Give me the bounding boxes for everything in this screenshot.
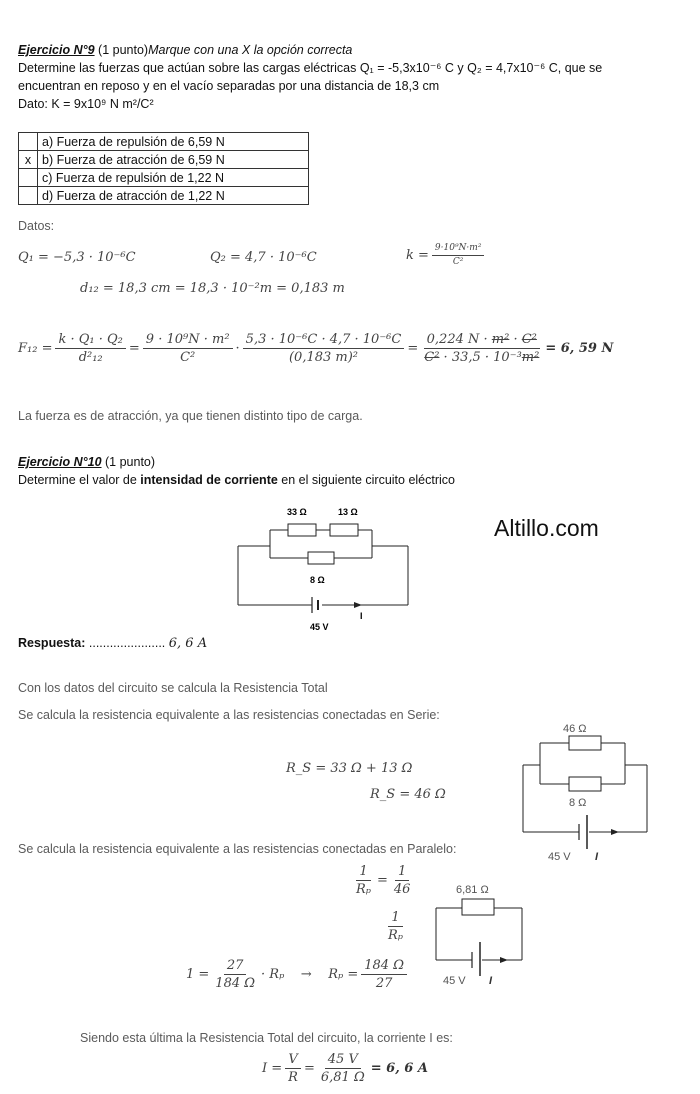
rp-frac2-den: 46 [393,882,411,897]
f-frac1-den: d²₁₂ [78,350,103,365]
option-row-b[interactable] [19,151,309,169]
rp-frac1-num: 1 [356,864,370,881]
i-frac2-num: 45 V [325,1052,361,1069]
ex9-points: (1 punto) [98,43,149,57]
option-row-c[interactable] [19,169,309,187]
circuit-diagram-2 [515,720,660,868]
rp-line1 [350,864,411,897]
label-r-bottom: 8 Ω [569,797,587,809]
rp-eq: = [377,873,388,888]
rp-line2 [382,910,408,943]
label-voltage-2: 45 V [548,851,571,863]
k-denominator: C² [452,257,464,267]
current-arrow-icon [354,602,362,608]
rs-line1: R_S = 33 Ω + 13 Ω [286,761,413,776]
ex9-heading [18,41,352,59]
k-fraction [432,243,485,268]
i-frac2-den: 6,81 Ω [320,1070,365,1085]
ex10-answer [18,634,207,653]
ex10-statement [18,471,455,489]
ex10-heading [18,453,155,471]
ex9-options-table [18,132,309,205]
i-frac1-num: V [285,1052,300,1069]
statement-post: en el siguiente circuito eléctrico [277,473,455,487]
ex10-step1: Con los datos del circuito se calcula la Resistencia Total [18,681,328,695]
ex9-statement-line2: encuentran en reposo y en el vacío separadas por una distancia de 18,3 cm [18,79,440,93]
rp3-lhs: 1 = [186,967,210,982]
f-frac4 [421,332,542,365]
option-mark[interactable] [19,133,38,151]
i-result: = 6, 6 A [370,1061,428,1076]
statement-bold: intensidad de corriente [140,473,278,487]
option-mark[interactable] [19,187,38,205]
ex9-k [406,243,487,268]
rs-line2: R_S = 46 Ω [370,787,446,802]
option-text: c) Fuerza de repulsión de 1,22 N [38,169,309,187]
option-row-d[interactable] [19,187,309,205]
f-lhs: F₁₂ = [18,341,53,356]
ex9-q2: Q₂ = 4,7 · 10⁻⁶C [210,250,317,265]
rp3-frac1-den: 184 Ω [215,976,256,991]
rp3-frac1-num: 27 [224,958,247,975]
ex9-force-equation: F₁₂ = $\frac{\text{k · Q₁ · Q₂}}{\text{d²₁₂}}$ = $\frac{\text{9 · 10⁹N · m²}}{\text{C²}}$ · $\frac{\text{5,3 · 10⁻⁶C · 4,7 · 10⁻⁶C}}{\text{(0,183 m)²}}$ = $\frac{\text{0,224 N · m² · C²}}{\text{C² · 33,5 · 10⁻³m²}}$ = 6, 59 N [18,332,614,365]
watermark-logo: Altillo.com [494,515,599,541]
current-arrow-icon-3 [500,957,508,963]
i-frac1 [285,1052,301,1085]
f-frac4-num [424,332,540,349]
f-frac2 [143,332,233,365]
rp3-frac2-num: 184 Ω [361,958,407,975]
rp-frac3-num: 1 [388,910,402,927]
rp-frac2 [391,864,414,897]
f-frac3 [243,332,405,365]
option-row-a[interactable] [19,133,309,151]
ex10-points: (1 punto) [105,455,156,469]
k-lhs: k = [406,248,429,263]
option-mark[interactable] [19,169,38,187]
f4-num-c: · [509,332,522,347]
f4-num-b: m² [491,332,510,347]
answer-value: 6, 6 A [168,636,208,651]
ex9-d12: d₁₂ = 18,3 cm = 18,3 · 10⁻²m = 0,183 m [80,281,345,296]
f-frac3-num: 5,3 · 10⁻⁶C · 4,7 · 10⁻⁶C [243,332,405,349]
label-r3: 8 Ω [310,575,325,585]
rp3-frac1 [212,958,258,991]
ex9-instruction: Marque con una X la opción correcta [148,43,353,57]
ex9-datos-label: Datos: [18,219,55,233]
i-lhs: I = [262,1061,283,1076]
f-frac3-den: (0,183 m)² [288,350,359,365]
f4-num-d: C² [521,332,537,347]
ex9-dato: Dato: K = 9x10⁹ N m²/C² [18,97,154,111]
ex10-title: Ejercicio N°10 [18,455,102,469]
circuit-diagram-1 [230,500,420,640]
rp-frac1 [353,864,374,897]
f4-den-a: C² [424,350,440,365]
ex10-step4: Siendo esta última la Resistencia Total del circuito, la corriente I es: [80,1031,453,1045]
current-arrow-icon-2 [611,829,619,835]
answer-dots: ...................... [88,636,166,650]
rp-frac3 [385,910,406,943]
label-r1: 33 Ω [287,507,307,517]
ex9-q1: Q₁ = −5,3 · 10⁻⁶C [18,250,136,265]
rp3-frac2-den: 27 [375,976,393,991]
resistor-8-icon [308,552,334,564]
f-frac4-den [421,349,542,365]
rp3-frac2 [361,958,407,991]
k-numerator: 9·10⁹N·m² [432,243,485,256]
option-text: b) Fuerza de atracción de 6,59 N [38,151,309,169]
f-frac1-num: k · Q₁ · Q₂ [55,332,125,349]
label-current-3: I [489,975,493,987]
ex9-statement-line1: Determine las fuerzas que actúan sobre las cargas eléctricas Q₁ = -5,3x10⁻⁶ C y Q₂ = 4,7x10⁻⁶ C, que se [18,61,603,75]
ex10-step2: Se calcula la resistencia equivalente a las resistencias conectadas en Serie: [18,708,440,722]
option-text: d) Fuerza de atracción de 1,22 N [38,187,309,205]
rp-frac2-num: 1 [395,864,409,881]
label-voltage: 45 V [310,622,329,632]
f-frac2-num: 9 · 10⁹N · m² [143,332,233,349]
rp3-mid: · Rₚ → Rₚ = [261,967,359,982]
rp-line3 [186,958,410,991]
label-r-total: 6,81 Ω [456,884,489,896]
resistor-8b-icon [569,777,601,791]
f4-den-c: m² [521,350,540,365]
label-voltage-3: 45 V [443,975,466,987]
f-frac2-den: C² [180,350,196,365]
option-text: a) Fuerza de repulsión de 6,59 N [38,133,309,151]
statement-pre: Determine el valor de [18,473,141,487]
label-r-top: 46 Ω [563,723,587,735]
resistor-33-icon [288,524,316,536]
resistor-13-icon [330,524,358,536]
ex9-title: Ejercicio N°9 [18,43,95,57]
f4-den-b: · 33,5 · 10⁻³ [439,350,522,365]
ex9-conclusion: La fuerza es de atracción, ya que tienen distinto tipo de carga. [18,409,363,423]
label-current: I [360,611,363,621]
rp-frac1-den: Rₚ [356,882,371,897]
f-frac1 [55,332,125,365]
resistor-681-icon [462,899,494,915]
resistor-46-icon [569,736,601,750]
circuit-diagram-3 [428,878,540,990]
label-r2: 13 Ω [338,507,358,517]
f4-num-a: 0,224 N · [426,332,492,347]
f-result: = 6, 59 N [545,341,614,356]
current-equation: I = $\frac{V}{R}$ = $\frac{45 V}{6,81 \Omega}$ = 6, 6 A [262,1052,428,1085]
ex10-step3: Se calcula la resistencia equivalente a las resistencias conectadas en Paralelo: [18,842,457,856]
rp-frac3-den: Rₚ [388,928,403,943]
i-frac2 [318,1052,368,1085]
answer-label: Respuesta: [18,636,86,650]
label-current-2: I [595,851,599,863]
option-mark[interactable]: x [19,151,38,169]
i-frac1-den: R [288,1070,298,1085]
